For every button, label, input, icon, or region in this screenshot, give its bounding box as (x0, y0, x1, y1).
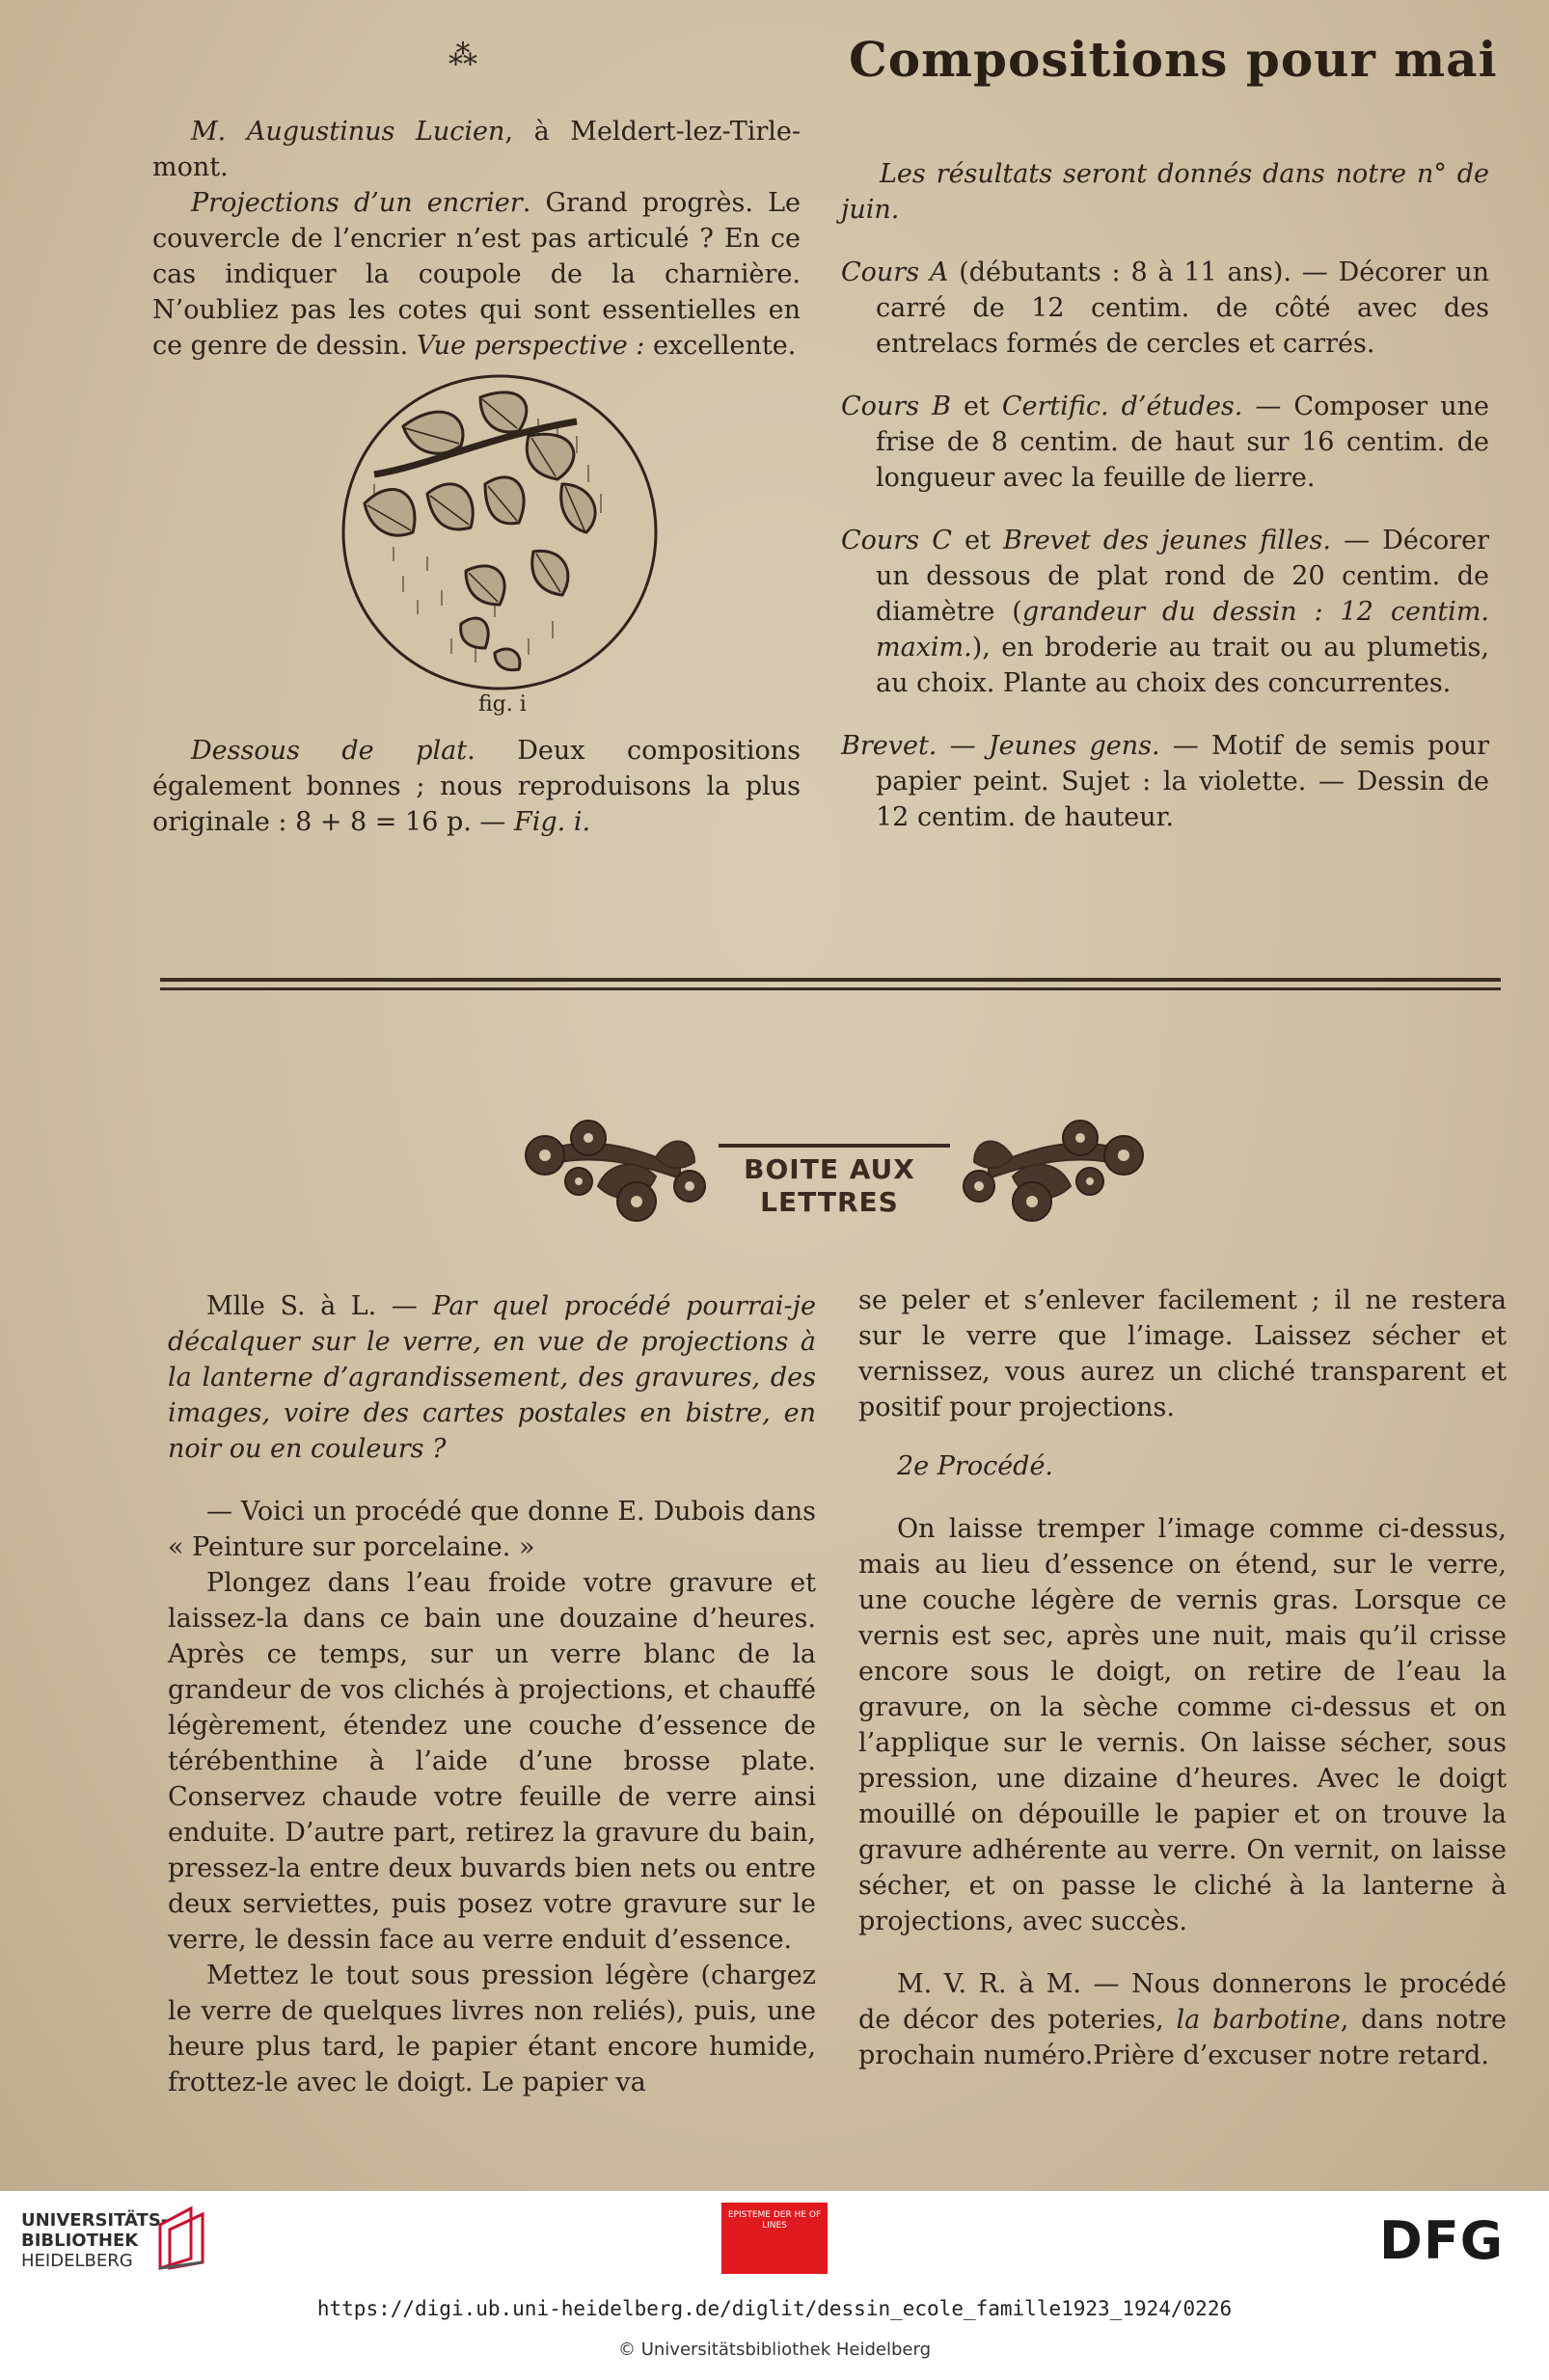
figure-caption: fig. i (478, 692, 527, 717)
course-label: Brevet des jeunes filles. (1002, 526, 1331, 555)
results-intro: Les résultats seront donnés dans notre n° de juin. (841, 159, 1489, 225)
library-name-line: BIBLIOTHEK (21, 2231, 139, 2251)
course-label: Cours C (841, 526, 952, 555)
course-text: et (951, 526, 1003, 555)
answer-intro: — Voici un procédé que donne E. Dubois dans « Peinture sur porcelaine. » (168, 1497, 816, 1562)
dessous-title: Dessous de plat (191, 736, 468, 766)
question-paragraph (168, 1288, 816, 1467)
answer-conclusion: se peler et s’enlever facilement ; il ne restera sur le verre que l’image. Laissez sécher et vernissez, vous aurez un cliché transparent et positif pour projections. (858, 1285, 1507, 1422)
letters-left-column (168, 1288, 816, 2100)
course-text: — Motif de semis pour papier peint. Sujet : la violette. — Dessin de 12 centim. de hauteur. (876, 731, 1489, 832)
answer-continued: Mettez le tout sous pression légère (chargez le verre de quelques livres non reliés), puis, une heure plus tard, le papier étant encore humide, frottez-le avec le doigt. Le papier va (168, 1961, 816, 2097)
course-item-b (841, 389, 1489, 496)
reply-text-end: , dans notre prochain numéro.Prière d’excuser notre retard. (858, 2005, 1507, 2070)
course-label: Certific. d’études. (1001, 392, 1243, 421)
course-label: Cours B (841, 392, 951, 421)
course-text: et (950, 392, 1002, 421)
course-item-c (841, 523, 1489, 701)
entry-place: , à Meldert-lez-Tirle-mont. (152, 117, 801, 182)
letterbox-banner-title (714, 1153, 945, 1219)
course-text: — Composer une frise de 8 centim. de haut sur 16 centim. de longueur avec la feuille de lierre. (876, 392, 1489, 493)
stars-ornament: ⁂ (448, 39, 477, 72)
course-label: Jeunes gens. (988, 731, 1160, 761)
reply-author: M. V. R. à M. — (897, 1969, 1120, 1999)
entry-name: M. Augustinus Lucien (191, 117, 505, 147)
course-item-a (841, 255, 1489, 362)
permalink-url[interactable]: https://digi.ub.uni-heidelberg.de/diglit/dessin_ecole_famille1923_1924/0226 (316, 2297, 1233, 2320)
vue-label: Vue perspective : (416, 331, 645, 361)
course-label: Brevet. (841, 731, 938, 761)
dfg-logo[interactable]: DFG (1379, 2210, 1505, 2271)
course-label: Cours A (841, 257, 949, 287)
section-title: Compositions pour mai (849, 31, 1498, 88)
reply-topic: la barbotine (1176, 2005, 1341, 2035)
digital-collection-logo[interactable] (721, 2203, 828, 2274)
library-name-line: HEIDELBERG (21, 2251, 133, 2271)
critique-text: . Grand progrès. Le couvercle de l’encrier n’est pas articulé ? En ce cas indiquer la coupole de la charnière. N’oubliez pas les cotes qui sont essentielles en ce genre de dessin. (152, 188, 802, 361)
divider-rule-bottom (160, 987, 1501, 990)
reply-text: Nous donnerons le procédé de décor des poteries, (858, 1969, 1507, 2035)
plate-figure (336, 368, 664, 696)
procedure-two-text: On laisse tremper l’image comme ci-dessus, mais au lieu d’essence on étend, sur le verre, une couche légère de vernis gras. Lorsque ce vernis est sec, après une nuit, mais qu’il crisse encore sous le doigt, on retire de l’eau la gravure, on la sèche comme ci-dessus et on l’applique sur le vernis. On laisse sécher, sous pression, une dizaine d’heures. Avec le doigt mouillé on dépouille le papier et on trouve la gravure adhérente au verre. On vernit, on laisse sécher, et on passe le cliché à la lanterne à projections, avec succès. (858, 1514, 1507, 1936)
divider-rule-top (160, 978, 1501, 982)
banner-line-2: LETTRES (760, 1186, 899, 1218)
course-text: — (937, 731, 989, 761)
question-text: Par quel procédé pourrai-je décalquer sur le verre, en vue de projections à la lanterne d’agrandissement, des gravures, des images, voire des cartes postales en bistre, en noir ou en couleurs ? (168, 1291, 816, 1464)
course-label: grandeur du dessin : 12 centim. maxim. (876, 597, 1490, 663)
course-item-brevet (841, 728, 1489, 835)
library-logo-icon[interactable] (152, 2201, 220, 2278)
dessous-block (152, 733, 801, 840)
reply-paragraph (858, 1966, 1507, 2073)
vue-value: excellente. (652, 331, 797, 361)
copyright-notice: © Universitätsbibliothek Heidelberg (617, 2339, 931, 2360)
letters-right-column (858, 1283, 1507, 2073)
library-name (21, 2210, 168, 2271)
banner-line-1: BOITE AUX (744, 1153, 915, 1185)
course-text: (débutants : 8 à 11 ans). — Décorer un carré de 12 centim. de côté avec des entrelacs formés de cercles et carrés. (876, 257, 1490, 359)
dessous-text: . Deux compositions également bonnes ; nous reproduisons la plus originale : 8 + 8 = 16 p. — (152, 736, 801, 837)
answer-procedure: Plongez dans l’eau froide votre gravure et laissez-la dans ce bain une douzaine d’heures. Après ce temps, sur un verre blanc de la grandeur de vos clichés à projections, et chauffé légèrement, étendez une couche d’essence de térébenthine à l’aide d’une brosse plate. Conservez chaude votre feuille de verre ainsi enduite. D’autre part, retirez la gravure du bain, pressez-la entre deux buvards bien nets ou entre deux serviettes, puis posez votre gravure sur le verre, le dessin face au verre enduit d’essence. (168, 1568, 816, 1955)
viewer-footer (0, 2191, 1549, 2380)
course-text: ), en broderie au trait ou au plumetis, au choix. Plante au choix des concurrentes. (876, 633, 1489, 698)
question-author: Mlle S. à L. — (206, 1291, 418, 1321)
critique-block (152, 114, 801, 364)
dessous-fig: Fig. i. (514, 807, 591, 837)
critique-title: Projections d’un encrier (191, 188, 523, 218)
library-name-line: UNIVERSITÄTS- (21, 2210, 169, 2231)
course-text: — Décorer un dessous de plat rond de 20 centim. de diamètre ( (876, 526, 1489, 627)
procedure-heading: 2e Procédé. (897, 1451, 1054, 1481)
logo-text: EPISTEME DER HE OF LINES (727, 2210, 822, 2231)
compositions-block (841, 156, 1489, 835)
